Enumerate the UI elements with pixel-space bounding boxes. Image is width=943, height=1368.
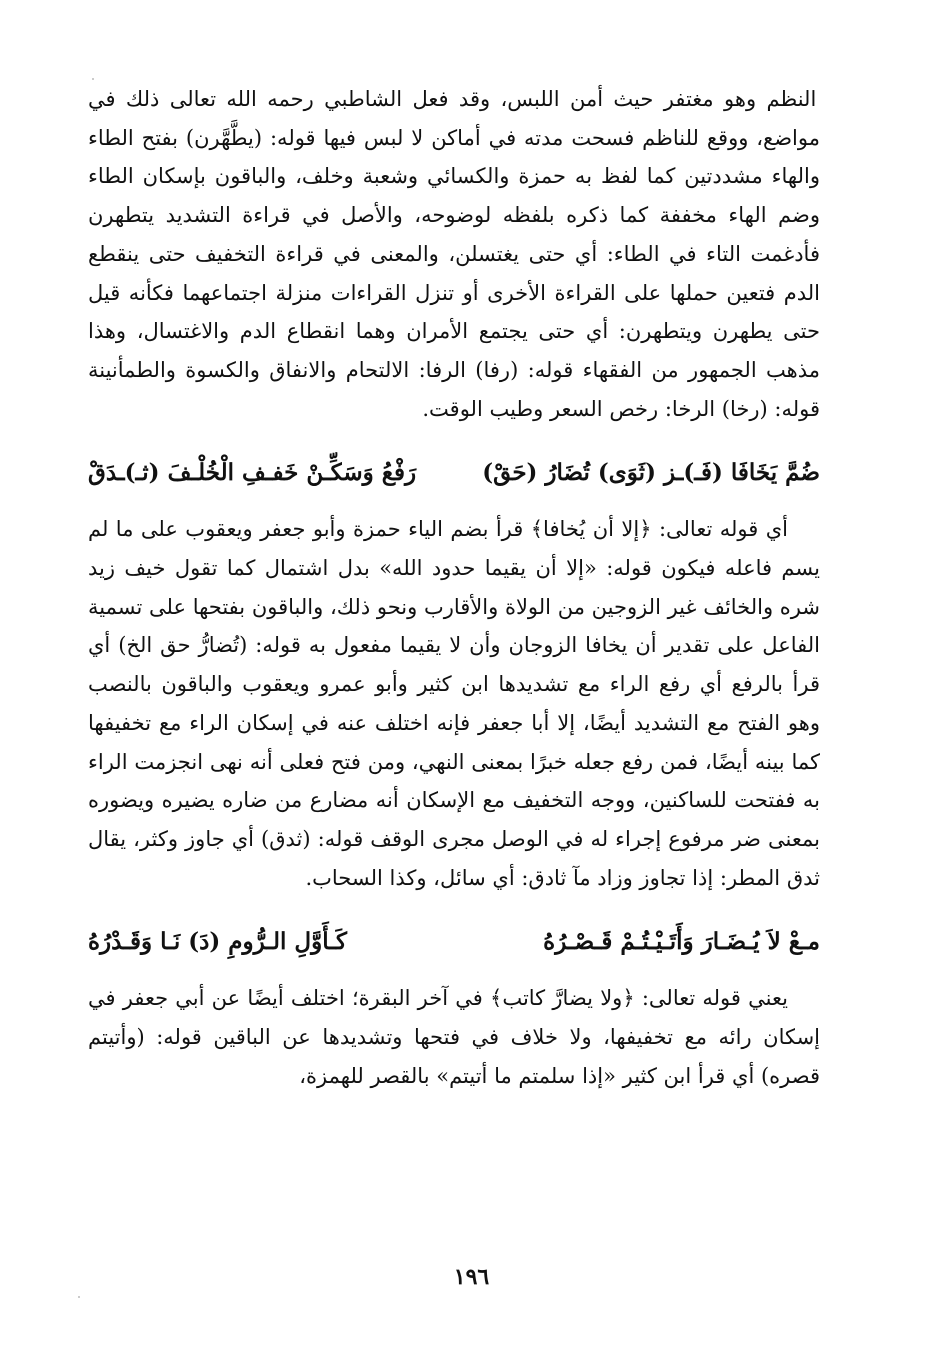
text-line: الالتحام والانفاق والكسوة والطمأنينة قوله: (رخا) الرخا: رخص السعر وطيب xyxy=(88,357,820,421)
text-line: والباقون بفتحها على تسمية الفاعل على تقدير أن يخافا الزوجان وأن لا يقيما xyxy=(88,594,820,658)
text-line: مواضع، ووقع للناظم فسحت مدته في أماكن لا لبس فيها قوله: (يطَّهَّرن) بفتح xyxy=(133,125,820,150)
text-line: الطاء والهاء مشددتين كما لفظ به حمزة والكسائي وشعبة وخلف، والباقون xyxy=(88,125,820,189)
verse-first-hemistich: مـعْ لاَ يُـضَـارَ وَأَتَـيْـتُـمْ قَـصْـرُهُ xyxy=(543,927,820,955)
text-line: بمعنى النهي، ومن فتح فعلى أنه نهى انجزمت الراء به ففتحت للساكنين، ووجه xyxy=(88,749,820,813)
text-line: الوقت. xyxy=(422,396,483,421)
text-line: تقول خيف زيد شره والخائف غير الزوجين من الولاة والأقارب ونحو ذلك، xyxy=(88,556,820,619)
text-line: يعني قوله تعالى: ﴿ولا يضارَّ كاتب﴾ في آخر البقرة؛ اختلف أيضًا عن أبي xyxy=(168,986,788,1011)
page-body xyxy=(88,78,820,1095)
text-line: إجراء له في الوصل مجرى الوقف قوله: (ثدق) أي جاوز وكثر، يقال ثدق xyxy=(88,826,820,890)
text-line: التخفيف حتى ينقطع الدم فتعين حملها على القراءة الأخرى أو تنزل القراءات xyxy=(88,241,820,305)
text-line: وأبو عمرو ويعقوب والباقون بالنصب وهو الفتح مع التشديد أيضًا، إلا أبا جعفر xyxy=(88,672,820,735)
paragraph-1 xyxy=(88,78,820,428)
text-line: منزلة اجتماعهما فكأنه قيل حتى يطهرن ويتطهرن: أي حتى يجتمع الأمران وهما xyxy=(88,280,820,344)
paragraph-3 xyxy=(88,979,820,1095)
text-line: فإنه اختلف عنه في إسكان الراء مع تخفيفها كما بينه أيضًا، فمن رفع جعله خبرًا xyxy=(88,710,820,774)
text-line: بإسكان الطاء وضم الهاء مخففة كما ذكره بلفظه لوضوحه، والأصل في قراءة xyxy=(88,164,820,228)
text-line: التشديد يتطهرن فأدغمت التاء في الطاء: أي حتى يغتسلن، والمعنى في قراءة xyxy=(88,203,820,266)
verse-second-hemistich: كَـأَوَّلِ الـرُّومِ (دَ) نَـا وَقَـدْرُهُ xyxy=(88,927,347,955)
verse-first-hemistich: ضُمَّ يَخَافَا (فَـ)ـز (ثَوَى) تُضَارُ (حَقْ) xyxy=(482,458,820,486)
text-line: مفعول به قوله: (تُضارُّ حق الخ) أي قرأ بالرفع أي رفع الراء مع تشديدها ابن كثير xyxy=(88,633,820,697)
text-line: أي قوله تعالى: ﴿إلا أن يُخافا﴾ قرأ بضم الياء حمزة وأبو جعفر ويعقوب xyxy=(177,517,788,542)
page-number: ١٩٦ xyxy=(453,1264,490,1290)
scan-speck xyxy=(78,1296,80,1298)
poem-verse-1 xyxy=(88,442,820,502)
paragraph-2 xyxy=(88,510,820,897)
text-line: جعفر في إسكان رائه مع تخفيفها، ولا خلاف في فتحها وتشديدها عن الباقين xyxy=(88,986,820,1050)
text-line: المطر: إذا تجاوز وزاد مآ ثادق: أي سائل، وكذا السحاب. xyxy=(305,865,781,890)
verse-second-hemistich: رَفْعُ وَسَكِّـنْ خَفـفِ الْخُلْـفَ (ثـ)ـدَقْ xyxy=(88,458,417,486)
text-line: انقطاع الدم والاغتسال، وهذا مذهب الجمهور من الفقهاء قوله: (رفا) الرفا: xyxy=(88,319,820,382)
scan-speck xyxy=(92,78,94,80)
text-line: قوله: (وأتيتم قصره) أي قرأ ابن كثير «إذا سلمتم ما أتيتم» بالقصر للهمزة، xyxy=(88,1025,820,1088)
text-line: النظم وهو مغتفر حيث أمن اللبس، وقد فعل الشاطبي رحمه الله تعالى ذلك في xyxy=(88,87,817,111)
text-line: على ما لم يسم فاعله فيكون قوله: «إلا أن يقيما حدود الله» بدل اشتمال كما xyxy=(88,517,820,581)
text-line: التخفيف مع الإسكان أنه مضارع من ضاره يضيره ويضوره بمعنى ضر مرفوع xyxy=(88,788,820,851)
poem-verse-2 xyxy=(88,911,820,971)
